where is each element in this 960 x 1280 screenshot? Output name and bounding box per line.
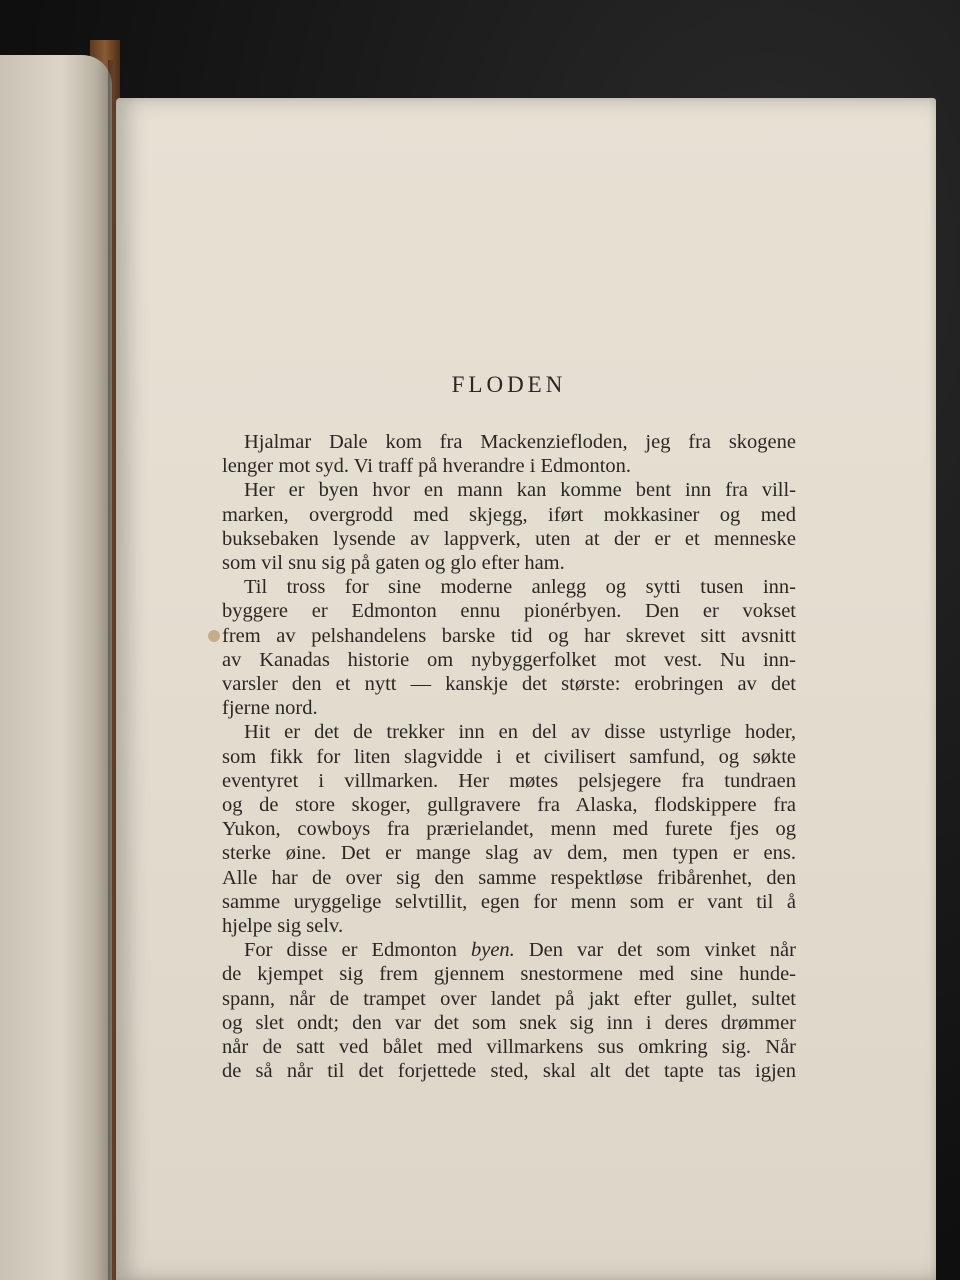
chapter-title: FLODEN [451, 372, 567, 397]
text-line: Yukon, cowboys fra prærielandet, menn med furete fjes og [222, 818, 796, 841]
page-gutter-shadow [108, 60, 114, 1280]
paragraph-1 [222, 430, 796, 478]
paragraph-4 [222, 720, 796, 938]
text-line: Til tross for sine moderne anlegg og sytti tusen inn- [244, 576, 796, 599]
text-line: av Kanadas historie om nybyggerfolket mot vest. Nu inn- [222, 648, 796, 671]
text-line: når de satt ved bålet med villmarkens sus omkring sig. Når [222, 1036, 796, 1059]
text-line: spann, når de trampet over landet på jakt efter gullet, sultet [222, 987, 796, 1010]
page-stain [208, 630, 220, 642]
text-line: byggere er Edmonton ennu pionérbyen. Den er vokset [222, 600, 796, 623]
text-line: lenger mot syd. Vi traff på hverandre i Edmonton. [222, 455, 632, 478]
text-line: frem av pelshandelens barske tid og har skrevet sitt avsnitt [222, 624, 796, 647]
text-line: og de store skoger, gullgravere fra Alaska, flodskippere fra [222, 794, 796, 817]
text-line: Hit er det de trekker inn en del av disse ustyrlige hoder, [244, 721, 796, 744]
text-line: og slet ondt; den var det som snek sig inn i deres drømmer [222, 1011, 796, 1034]
text-line [222, 938, 796, 962]
text-run: Den var det som vinket når [514, 939, 796, 962]
text-line: de så når til det forjettede sted, skal alt det tapte tas igjen [222, 1060, 796, 1083]
text-line: hjelpe sig selv. [222, 915, 344, 938]
text-line: Hjalmar Dale kom fra Mackenziefloden, jeg fra skogene [244, 431, 796, 453]
text-line: som fikk for liten slagvidde i et civilisert samfund, og søkte [222, 745, 796, 768]
text-line: Alle har de over sig den samme respektløse fribårenhet, den [222, 866, 796, 889]
text-line: fjerne nord. [222, 697, 318, 720]
text-line: som vil snu sig på gaten og glo efter ham. [222, 552, 565, 575]
text-line: eventyret i villmarken. Her møtes pelsjegere fra tundraen [222, 769, 796, 792]
paragraph-2 [222, 478, 796, 575]
text-line: buksebaken lysende av lappverk, uten at der er et menneske [222, 527, 796, 550]
paragraph-5 [222, 938, 796, 1083]
text-run: For disse er Edmonton [244, 939, 471, 962]
paragraph-3 [222, 575, 796, 720]
text-line: Her er byen hvor en mann kan komme bent inn fra vill- [244, 479, 796, 502]
text-line: de kjempet sig frem gjennem snestormene med sine hunde- [222, 963, 796, 986]
left-page [0, 55, 112, 1280]
text-line: sterke øine. Det er mange slag av dem, men typen er ens. [222, 842, 796, 865]
page-text [222, 370, 796, 1083]
text-line: varsler den et nytt — kanskje det største: erobringen av det [222, 673, 796, 696]
text-line: marken, overgrodd med skjegg, iført mokkasiner og med [222, 503, 796, 526]
text-line: samme uryggelige selvtillit, egen for menn som er vant til å [222, 890, 796, 913]
italic-word: byen. [470, 939, 515, 962]
